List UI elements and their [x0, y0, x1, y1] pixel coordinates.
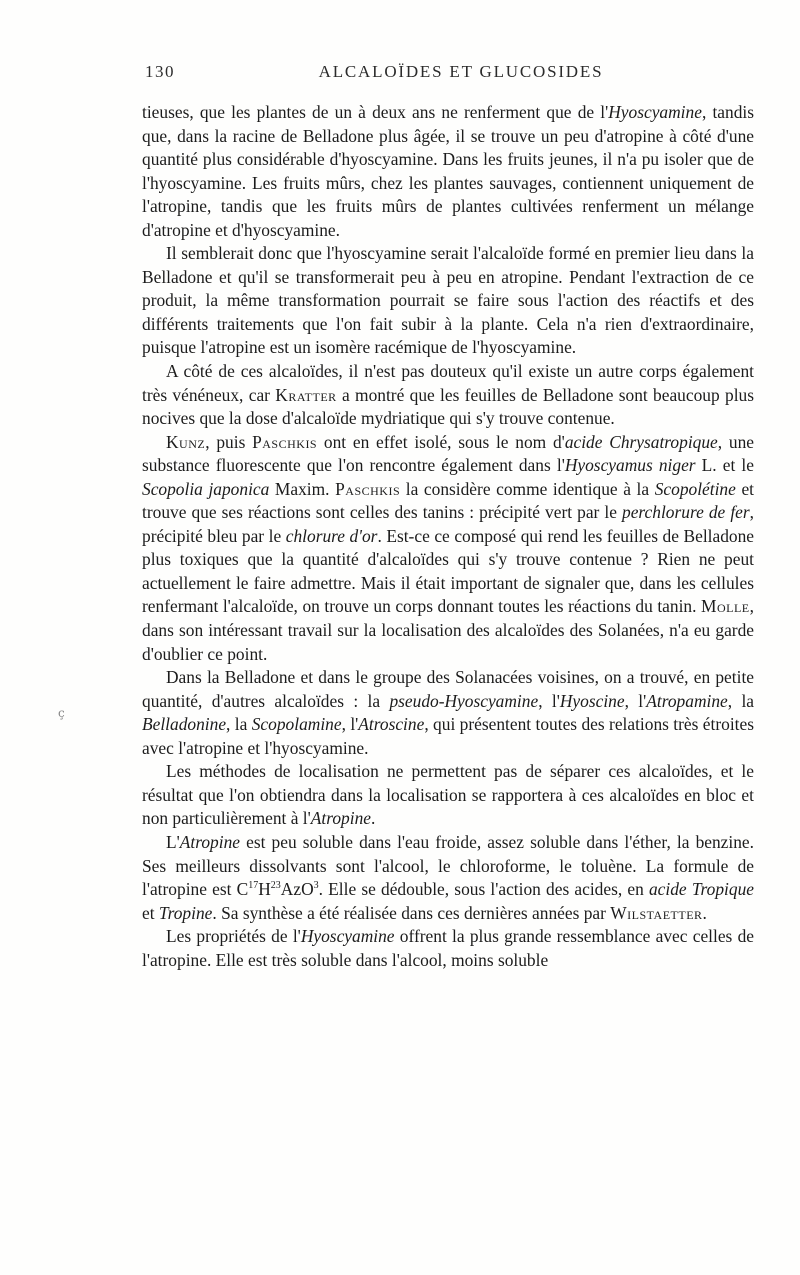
italic-term: Scopolamine	[251, 714, 342, 735]
paragraph	[142, 666, 754, 760]
italic-term: Atropamine	[646, 690, 728, 711]
text-run: , la	[226, 714, 252, 735]
italic-term: Belladonine	[142, 714, 227, 735]
text-run: Dans la Belladone et dans le groupe des Solanacées voisines, on a trouvé, en petite quantité, d'autres alcaloïdes : la	[142, 667, 754, 711]
italic-term: Hyoscyamine	[608, 102, 702, 122]
text-run: la considère comme identique à la	[400, 478, 655, 499]
text-run: a montré que les feuilles de Belladone sont beaucoup plus nocives que la dose d'alcaloïde mydriatique qui s'y trouve contenue.	[142, 384, 754, 429]
author-name: Kunz	[166, 431, 206, 452]
author-name: Wilstaetter	[610, 902, 703, 923]
italic-term: perchlorure de fer	[622, 502, 750, 523]
italic-term: pseudo-Hyoscyamine	[389, 690, 539, 711]
text-run: tieuses, que les plantes de un à deux ans ne renferment que de l'	[142, 102, 609, 122]
italic-term: Atroscine	[358, 714, 425, 735]
italic-term: Scopolia japonica	[142, 478, 270, 499]
text-run: Il semblerait donc que l'hyoscyamine serait l'alcaloïde formé en premier lieu dans la Belladone et qu'il se transformerait peu à peu en atropine. Pendant l'extraction de ce produit, la même transformation pourrait se faire sous l'action des réactifs et des différents traitements que l'on fait subir à la plante. Cela n'a rien d'extraordinaire, puisque l'atropine est un isomère racémique de l'hyoscyamine.	[142, 243, 754, 358]
italic-term: Atropine	[179, 831, 240, 852]
text-run: , l'	[624, 690, 647, 711]
text-run: , la	[727, 690, 755, 711]
paragraph	[142, 101, 754, 242]
paragraph	[142, 831, 754, 925]
text-run: offrent la plus grande ressemblance avec celles de l'atropine. Elle est très soluble dans l'alcool, moins soluble	[142, 926, 754, 970]
italic-term: Hyoscyamus niger	[564, 455, 696, 476]
italic-term: acide Chrysatropique	[564, 431, 718, 452]
formula-subscript: 23	[270, 880, 281, 892]
text-run: A côté de ces alcaloïdes, il n'est pas douteux qu'il existe un autre corps également très vénéneux, car	[142, 361, 754, 405]
author-name: Molle	[701, 596, 750, 617]
running-title: ALCALOÏDES ET GLUCOSIDES	[318, 62, 604, 81]
text-run: Les méthodes de localisation ne permettent pas de séparer ces alcaloïdes, et le résultat que l'on obtiendra dans la localisation se rapportera à ces alcaloïdes en bloc et non particulièrement à l'	[142, 761, 754, 829]
text-run: Les propriétés de l'	[166, 926, 301, 947]
text-run: .	[702, 902, 707, 923]
paragraph	[142, 760, 754, 831]
text-run: AzO	[280, 879, 314, 900]
formula-subscript: 17	[248, 880, 259, 892]
italic-term: chlorure d'or	[285, 525, 378, 546]
italic-term: Hyoscyamine	[300, 926, 395, 947]
running-head	[145, 62, 753, 86]
italic-term: Atropine	[310, 808, 371, 829]
text-run: , l'	[341, 714, 359, 735]
italic-term: acide Tropique	[648, 879, 754, 900]
author-name: Paschkis	[335, 478, 401, 499]
italic-term: Scopolétine	[654, 478, 736, 499]
body-text	[142, 101, 754, 972]
text-run: .	[370, 808, 376, 829]
italic-term: Hyoscine	[559, 690, 625, 711]
text-run: ont en effet isolé, sous le nom d'	[317, 431, 565, 452]
text-run: , qui présentent toutes des relations très étroites avec l'atropine et l'hyoscyamine.	[142, 714, 754, 758]
text-run: , l'	[538, 690, 560, 711]
author-name: Paschkis	[252, 431, 318, 452]
formula-subscript: 3	[313, 880, 319, 892]
text-run: , précipité bleu par le	[142, 502, 754, 546]
margin-mark: ç	[58, 706, 65, 720]
text-run: , tandis que, dans la racine de Belladone plus âgée, il se trouve un peu d'atropine à côté d'une quantité plus considérable d'hyoscyamine. Dans les fruits jeunes, il n'a pu isoler que de l'hyoscyamine. Les fruits mûrs, chez les plantes sauvages, contiennent uniquement de l'atropine, tandis que les fruits mûrs de plantes cultivées renferment un mélange d'atropine et d'hyoscyamine.	[142, 102, 754, 240]
text-run: , une substance fluorescente que l'on rencontre également dans l'	[142, 431, 754, 476]
text-run: . Elle se dédouble, sous l'action des acides, en	[318, 879, 649, 900]
paragraph	[142, 925, 754, 972]
text-run: et	[142, 902, 159, 923]
text-run: et trouve que ses réactions sont celles des tanins : précipité vert par le	[142, 478, 755, 523]
page-number: 130	[145, 62, 175, 81]
paragraph	[142, 431, 754, 666]
text-run: , puis	[205, 431, 253, 452]
text-run: , dans son intéressant travail sur la localisation des alcaloïdes des Solanées, n'a eu garde d'oublier ce point.	[142, 596, 754, 664]
text-run: L'	[166, 831, 180, 852]
text-run: L. et le	[695, 455, 754, 476]
author-name: Kratter	[275, 384, 337, 405]
text-run: est peu soluble dans l'eau froide, assez soluble dans l'éther, la benzine. Ses meilleurs dissolvants sont l'alcool, le chloroforme, le toluène. La formule de l'atropine est C	[142, 831, 754, 900]
text-run: H	[258, 879, 271, 900]
italic-term: Tropine	[158, 902, 213, 923]
text-run: . Sa synthèse a été réalisée dans ces dernières années par	[212, 902, 611, 923]
text-run: . Est-ce ce composé qui rend les feuilles de Belladone plus toxiques que la quantité d'alcaloïdes qui s'y trouve contenue ? Rien ne peut actuellement le faire admettre. Mais il était important de signaler que, dans les cellules renfermant l'alcaloïde, on trouve un corps donnant toutes les réactions du tanin.	[142, 525, 755, 617]
text-run: Maxim.	[269, 478, 336, 499]
paragraph	[142, 360, 754, 431]
paragraph	[142, 242, 754, 360]
